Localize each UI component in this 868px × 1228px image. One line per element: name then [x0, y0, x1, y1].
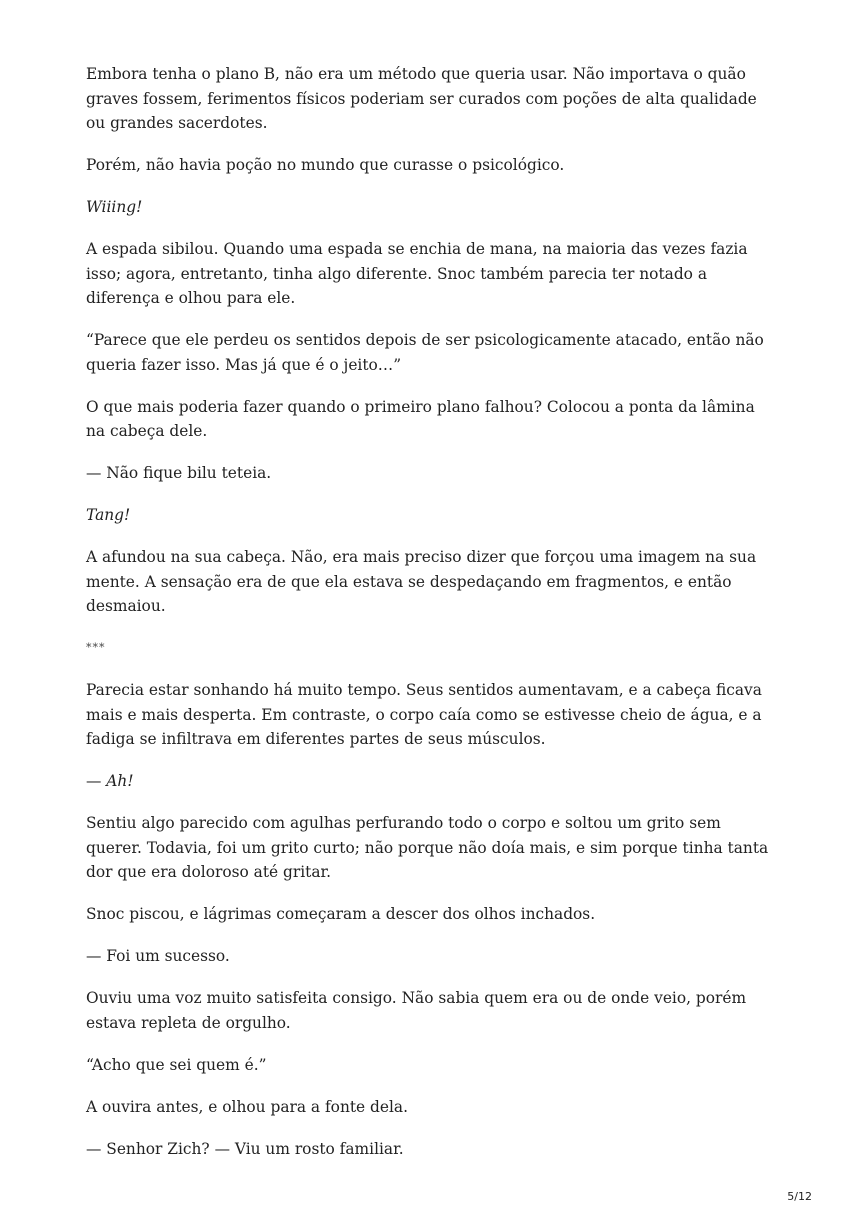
paragraph: Embora tenha o plano B, não era um método que queria usar. Não importava o quão graves fossem, ferimentos físicos poderiam ser curados com poções de alta qualidade ou grandes sacerdotes. — [86, 65, 757, 132]
paragraph: Ouviu uma voz muito satisfeita consigo. Não sabia quem era ou de onde veio, porém estava repleta de orgulho. — [86, 989, 747, 1032]
paragraph: O que mais poderia fazer quando o primeiro plano falhou? Colocou a ponta da lâmina na cabeça dele. — [86, 397, 755, 440]
paragraph-dialogue: — Não fique bilu teteia. — [86, 464, 272, 482]
page-number: 5/12 — [787, 1190, 812, 1203]
paragraph: Porém, não havia poção no mundo que curasse o psicológico. — [86, 156, 565, 174]
paragraph-thought: “Acho que sei quem é.” — [86, 1055, 267, 1074]
section-separator: *** — [86, 641, 106, 654]
dialogue-dash: — — [86, 772, 107, 790]
paragraph: Sentiu algo parecido com agulhas perfurando todo o corpo e soltou um grito sem querer. Todavia, foi um grito curto; não porque não doía mais, e sim porque tinha tanta dor que era doloroso até gritar. — [86, 814, 769, 881]
paragraph: A espada sibilou. Quando uma espada se enchia de mana, na maioria das vezes fazia isso; agora, entretanto, tinha algo diferente. Snoc também parecia ter notado a diferença e olhou para ele. — [86, 240, 748, 307]
paragraph-dialogue: — Foi um sucesso. — [86, 947, 230, 965]
italic-text: Ah! — [106, 772, 134, 790]
paragraph: A afundou na sua cabeça. Não, era mais preciso dizer que forçou uma imagem na sua mente. A sensação era de que ela estava se despedaçando em fragmentos, e então desmaiou. — [86, 548, 757, 615]
paragraph-dialogue — [86, 769, 776, 794]
italic-text: Tang! — [86, 506, 131, 524]
paragraph: Snoc piscou, e lágrimas começaram a descer dos olhos inchados. — [86, 905, 596, 923]
paragraph: A ouvira antes, e olhou para a fonte dela. — [86, 1097, 408, 1116]
paragraph-dialogue: — Senhor Zich? — Viu um rosto familiar. — [86, 1139, 404, 1158]
paragraph: Parecia estar sonhando há muito tempo. Seus sentidos aumentavam, e a cabeça ficava mais e mais desperta. Em contraste, o corpo caía como se estivesse cheio de água, e a fadiga se infiltrava em diferentes partes de seus músculos. — [86, 681, 762, 748]
paragraph-sound-effect — [86, 503, 776, 528]
paragraph-sound-effect — [86, 195, 776, 220]
document-body — [86, 62, 776, 1179]
paragraph: “Parece que ele perdeu os sentidos depois de ser psicologicamente atacado, então não queria fazer isso. Mas já que é o jeito…” — [86, 331, 764, 374]
italic-text: Wiiing! — [86, 198, 143, 216]
